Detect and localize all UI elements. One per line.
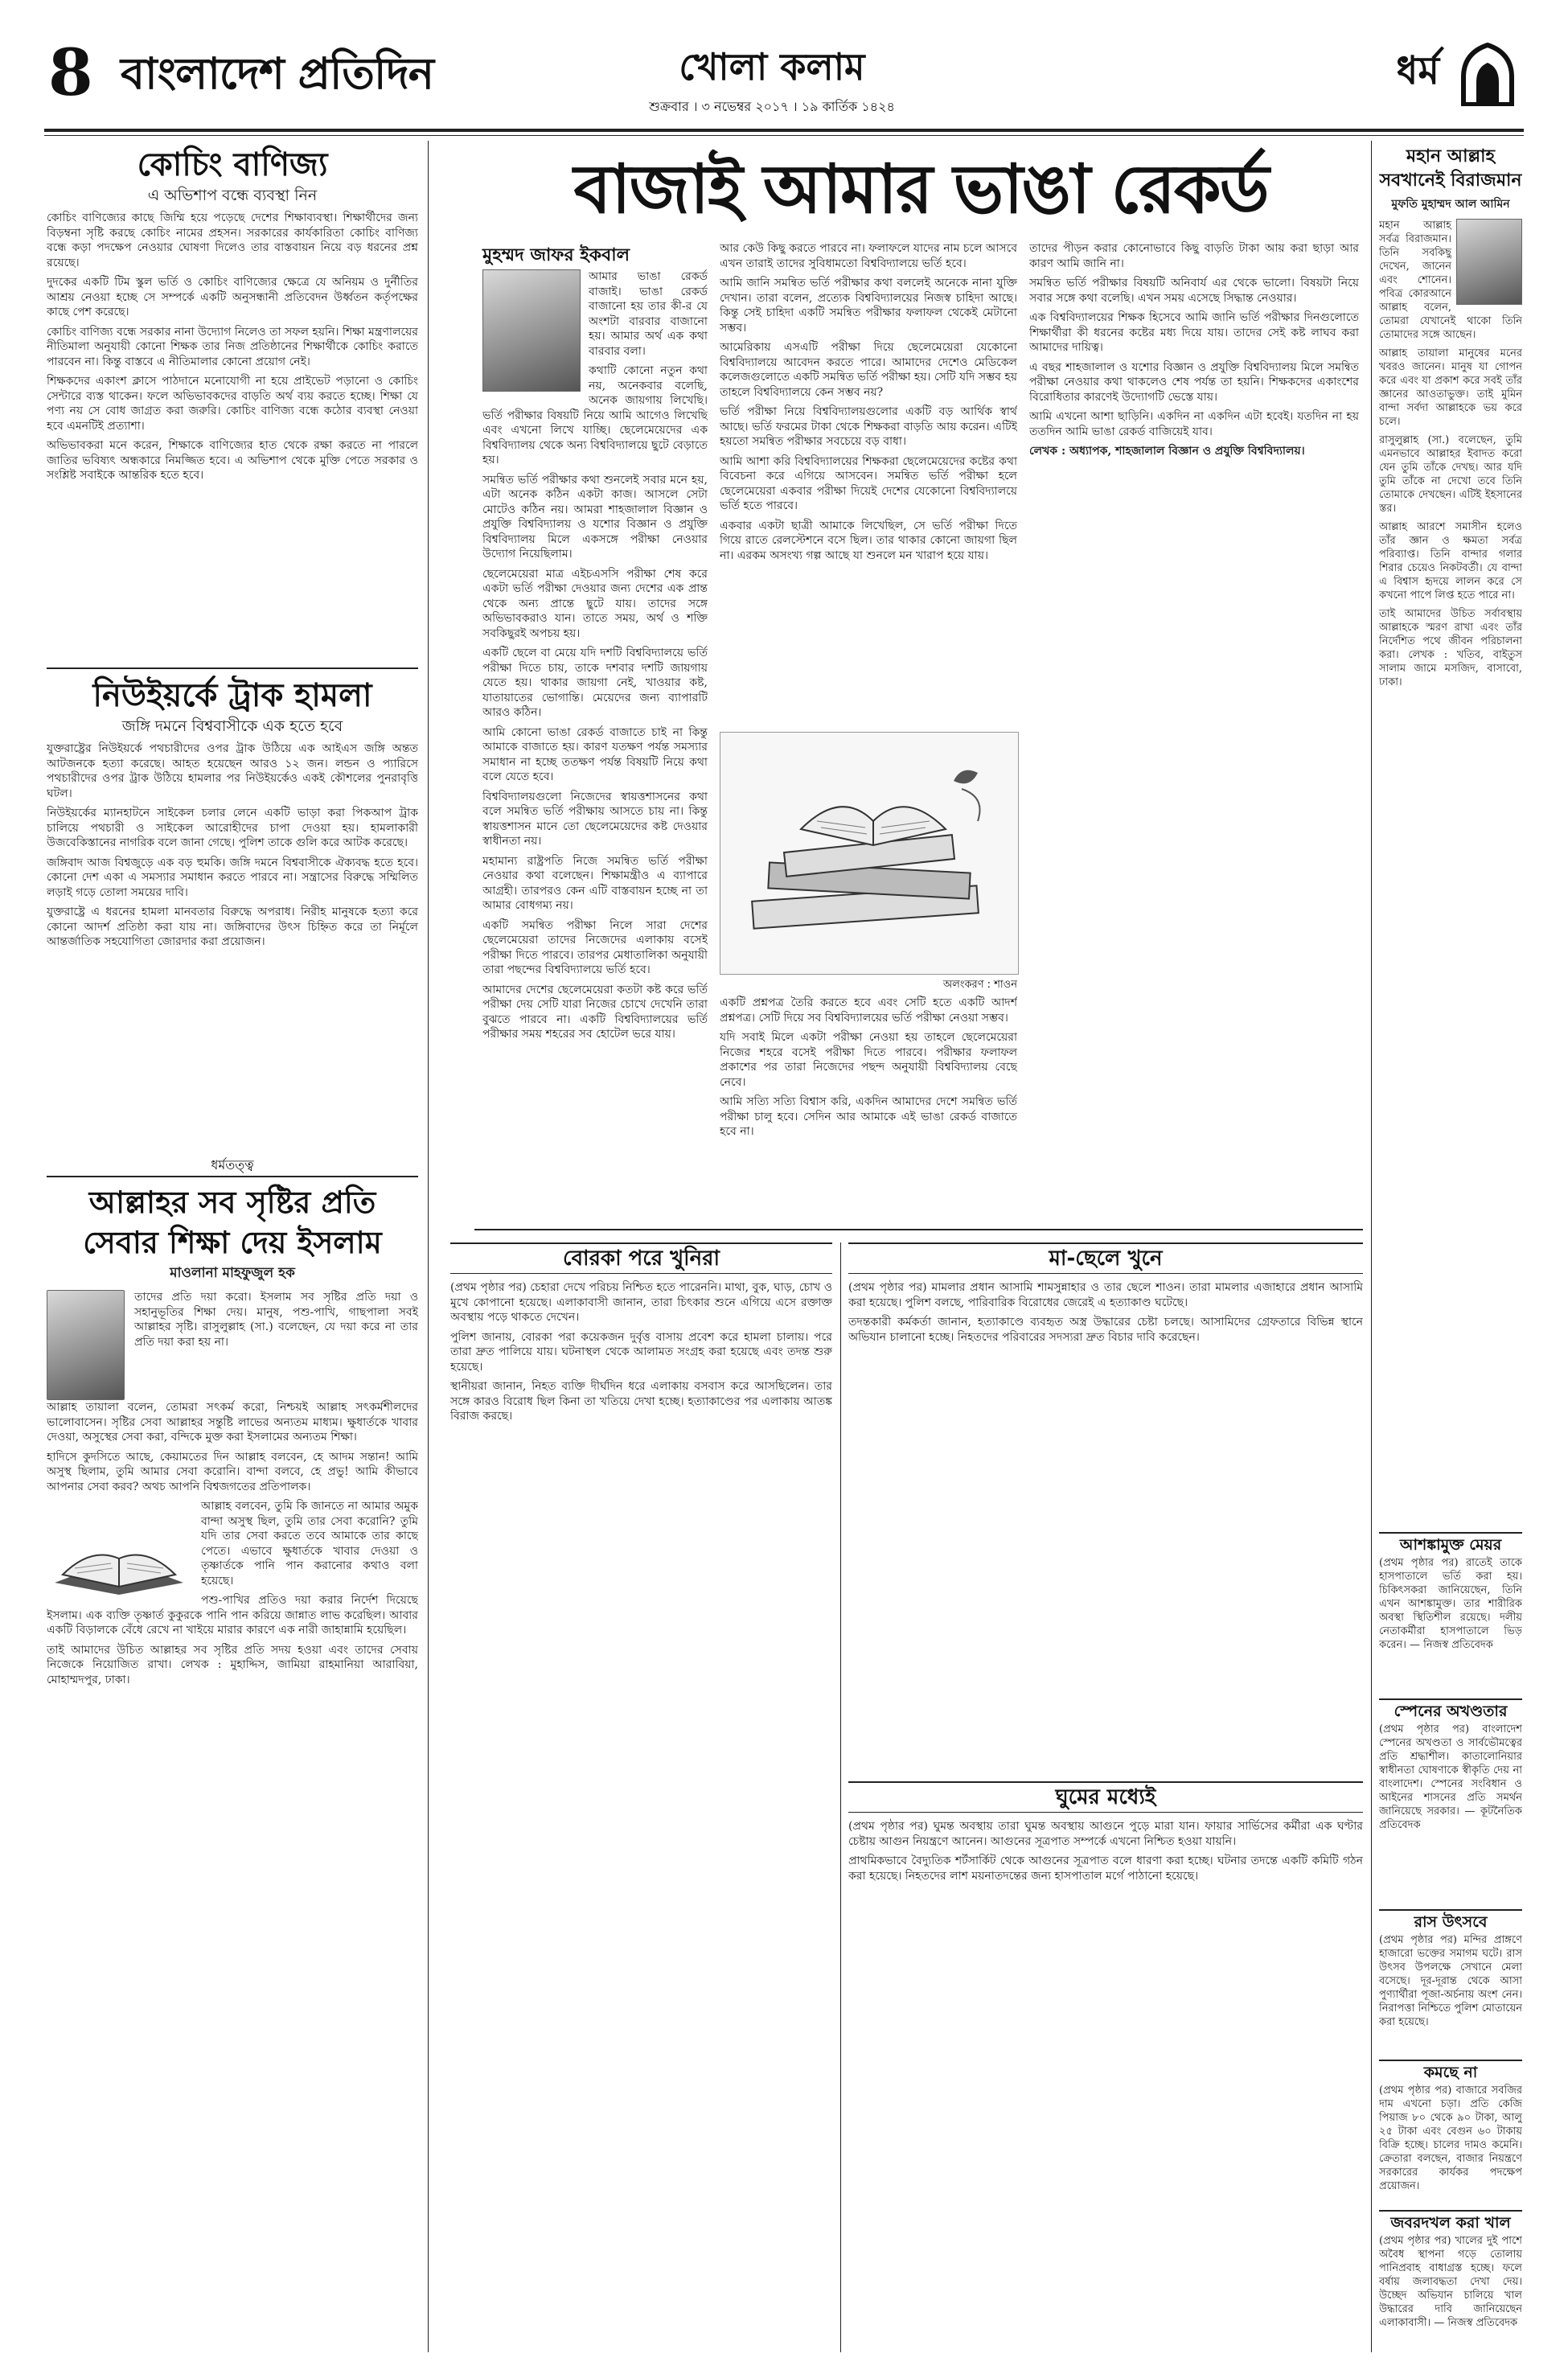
article-creation — [47, 1182, 418, 2356]
news-title: বোরকা পরে খুনিরা — [450, 1242, 832, 1274]
news-paragraph: তদন্তকারী কর্মকর্তা জানান, হত্যাকাণ্ডে ব্যবহৃত অস্ত্র উদ্ধারের চেষ্টা চলছে। আসামিদের গ্রেফতারে বিভিন্ন স্থানে অভিযান চালানো হচ্ছে। নিহতদের পরিবারের সদস্যরা দ্রুত বিচার দাবি করেছেন। — [848, 1316, 1363, 1344]
main-paragraph: একবার একটা ছাত্রী আমাকে লিখেছিল, সে ভর্তি পরীক্ষা দিতে গিয়ে রাতে রেলস্টেশনে বসে ছিল। তার থাকার কোনো জায়গা ছিল না। এরকম অসংখ্য গল্প আছে যা শুনলে মন খারাপ হয়ে যায়। — [720, 519, 1017, 562]
editorial-paragraph: যুক্তরাষ্ট্রের নিউইয়র্কে পথচারীদের ওপর ট্রাক উঠিয়ে এক আইএস জঙ্গি অন্তত আটজনকে হত্যা করেছে। আহত হয়েছেন আরও ১২ জন। লন্ডন ও প্যারিসে পথচারীদের ওপর ট্রাক উঠিয়ে হামলার পর নিউইয়র্কেও একই কৌশলের পুনরাবৃত্তি ঘটল। — [47, 742, 418, 800]
section-divider — [47, 1176, 418, 1177]
news-paragraph: (প্রথম পৃষ্ঠার পর) চেহারা দেখে পরিচয় নিশ্চিত হতে পারেননি। মাথা, বুক, ঘাড়, চোখ ও মুখে কোপানো হয়েছে। এলাকাবাসী জানান, তারা চিৎকার শুনে এগিয়ে এসে রক্তাক্ত অবস্থায় পড়ে থাকতে দেখেন। — [450, 1281, 832, 1324]
masthead — [0, 0, 1568, 129]
main-paragraph: আমি জানি সমন্বিত ভর্তি পরীক্ষার কথা বললেই অনেকে নানা যুক্তি দেখান। তারা বলেন, প্রত্যেক বিশ্ববিদ্যালয়ের নিজস্ব চাহিদা আছে। কিন্তু সেই চাহিদা একটি সমন্বিত পরীক্ষার ফলাফল থেকেই মেটানো সম্ভব। — [720, 277, 1017, 335]
main-paragraph: আমেরিকায় এসএটি পরীক্ষা দিয়ে ছেলেমেয়েরা যেকোনো বিশ্ববিদ্যালয়ে আবেদন করতে পারে। আমাদের দেশেও মেডিকেল কলেজগুলোতে একটি সমন্বিত ভর্তি পরীক্ষা হয়। সেটি যদি সম্ভব হয় তাহলে বিশ্ববিদ্যালয়ে কেন সম্ভব নয়? — [720, 341, 1017, 399]
main-col-a — [482, 269, 708, 1198]
editorial-paragraph: কোচিং বাণিজ্য বন্ধে সরকার নানা উদ্যোগ নিলেও তা সফল হয়নি। শিক্ষা মন্ত্রণালয়ের নীতিমালা অনুযায়ী কোনো শিক্ষক তার নিজ প্রতিষ্ঠানের শিক্ষার্থীকে কোচিং করাতে পারবেন না। কিন্তু বাস্তবে এ নীতিমালার কোনো প্রয়োগ নেই। — [47, 325, 418, 368]
masthead-rule — [44, 129, 1524, 132]
quran-icon — [47, 1502, 191, 1599]
main-paragraph: এক বিশ্ববিদ্যালয়ের শিক্ষক হিসেবে আমি জানি ভর্তি পরীক্ষার দিনগুলোতে শিক্ষার্থীরা কী ধরনের কষ্টের মধ্য দিয়ে যায়। তাদের সেই কষ্ট লাঘব করা আমাদের দায়িত্ব। — [1029, 311, 1359, 354]
article-byline: মাওলানা মাহফুজুল হক — [170, 1265, 295, 1281]
editorial-paragraph: অভিভাবকরা মনে করেন, শিক্ষাকে বাণিজ্যের হাত থেকে রক্ষা করতে না পারলে জাতির ভবিষ্যৎ অন্ধকারে নিমজ্জিত হবে। এ অভিশাপ থেকে মুক্তি পেতে সরকার ও সংশ্লিষ্ট সবাইকে আন্তরিক হতে হবে। — [47, 439, 418, 482]
article-paragraph: আল্লাহ তায়ালা মানুষের মনের খবরও জানেন। মানুষ যা গোপন করে এবং যা প্রকাশ করে সবই তাঁর জ্ঞানের আওতাভুক্ত। তাই মুমিন বান্দা সর্বদা আল্লাহকে ভয় করে চলে। — [1379, 347, 1522, 428]
main-paragraph: ছেলেমেয়েরা মাত্র এইচএসসি পরীক্ষা শেষ করে একটা ভর্তি পরীক্ষা দেওয়ার জন্য দেশের এক প্রান্ত থেকে অন্য প্রান্তে ছুটে যায়। তাদের সঙ্গে অভিভাবকরাও যান। তাতে সময়, অর্থ ও শক্তি সবকিছুরই অপচয় হয়। — [482, 567, 708, 640]
main-paragraph: আমি সত্যি সত্যি বিশ্বাস করি, একদিন আমাদের দেশে সমন্বিত ভর্তি পরীক্ষা চালু হবে। সেদিন আর আমাকে এই ভাঙা রেকর্ড বাজাতে হবে না। — [720, 1095, 1017, 1138]
news-paragraph: পুলিশ জানায়, বোরকা পরা কয়েকজন দুর্বৃত্ত বাসায় প্রবেশ করে হামলা চালায়। পরে তারা দ্রুত পালিয়ে যায়। ঘটনাস্থল থেকে আলামত সংগ্রহ করা হয়েছে এবং তদন্ত শুরু হয়েছে। — [450, 1330, 832, 1374]
brief-paragraph: (প্রথম পৃষ্ঠার পর) খালের দুই পাশে অবৈধ স্থাপনা গড়ে তোলায় পানিপ্রবাহ বাধাগ্রস্ত হচ্ছে। ফলে বর্ষায় জলাবদ্ধতা দেখা দেয়। উচ্ছেদ অভিযান চালিয়ে খাল উদ্ধারের দাবি জানিয়েছেন এলাকাবাসী। — নিজস্ব প্রতিবেদক — [1379, 2235, 1522, 2329]
religion-label: ধর্ম — [1396, 48, 1439, 93]
editorial-paragraph: যুক্তরাষ্ট্রে এ ধরনের হামলা মানবতার বিরুদ্ধে অপরাধ। নিরীহ মানুষকে হত্যা করে কোনো আদর্শ প্রতিষ্ঠা করা যায় না। জঙ্গিবাদের উৎস চিহ্নিত করে তা নির্মূলে আন্তর্জাতিক সহযোগিতা জোরদার করা প্রয়োজন। — [47, 906, 418, 948]
news-sleep — [848, 1781, 1363, 2352]
editorial-paragraph: শিক্ষকদের একাংশ ক্লাসে পাঠদানে মনোযোগী না হয়ে প্রাইভেট পড়ানো ও কোচিং সেন্টারে ব্যস্ত থাকেন। ফলে অভিভাবকদের বাড়তি অর্থ ব্যয় করতে হচ্ছে। শিক্ষা যে পণ্য নয় সে বোধ জাগ্রত করা জরুরি। কোচিং বাণিজ্য বন্ধে কঠোর ব্যবস্থা নেওয়া হবে এমনটিই প্রত্যাশা। — [47, 375, 418, 433]
author-photo — [482, 269, 581, 392]
editorial-paragraph: দুদকের একটি টিম স্কুল ভর্তি ও কোচিং বাণিজ্যের ক্ষেত্রে যে অনিয়ম ও দুর্নীতির আশ্রয় নেওয়া হচ্ছে সে সম্পর্কে একটি অনুসন্ধানী প্রতিবেদন উর্ধ্বতন কর্তৃপক্ষের কাছে পেশ করেছে। — [47, 276, 418, 318]
paper-name: বাংলাদেশ প্রতিদিন — [121, 48, 433, 99]
news-title: মা-ছেলে খুনে — [848, 1242, 1363, 1274]
news-burqa — [450, 1242, 832, 2352]
brief-spain — [1379, 1698, 1522, 1905]
article-paragraph: রাসুলুল্লাহ (সা.) বলেছেন, তুমি এমনভাবে আল্লাহর ইবাদত করো যেন তুমি তাঁকে দেখছ। আর যদি তুমি তাঁকে না দেখো তবে তিনি তোমাকে দেখছেন। এটিই ইহসানের স্তর। — [1379, 434, 1522, 515]
books-illustration — [720, 732, 1019, 975]
brief-price — [1379, 2060, 1522, 2206]
brief-paragraph: (প্রথম পৃষ্ঠার পর) বাজারে সবজির দাম এখনো চড়া। প্রতি কেজি পিয়াজ ৮০ থেকে ৯০ টাকা, আলু ২৫ টাকা এবং বেগুন ৬০ টাকায় বিক্রি হচ্ছে। চালের দামও কমেনি। ক্রেতারা বলছেন, বাজার নিয়ন্ত্রণে সরকারের কার্যকর পদক্ষেপ প্রয়োজন। — [1379, 2084, 1522, 2192]
article-title: আল্লাহর সব সৃষ্টির প্রতি সেবার শিক্ষা দেয় ইসলাম — [83, 1185, 382, 1260]
author-photo — [47, 1290, 125, 1400]
date-line: শুক্রবার । ৩ নভেম্বর ২০১৭ । ১৯ কার্তিক ১৪২৪ — [649, 99, 895, 114]
news-paragraph: স্থানীয়রা জানান, নিহত ব্যক্তি দীর্ঘদিন ধরে এলাকায় বসবাস করে আসছিলেন। তার সঙ্গে কারও বিরোধ ছিল কিনা তা খতিয়ে দেখা হচ্ছে। হত্যাকাণ্ডের পর এলাকায় আতঙ্ক বিরাজ করছে। — [450, 1380, 832, 1423]
main-col-c — [720, 996, 1017, 1213]
main-col-d — [1029, 241, 1359, 1222]
editorial-paragraph: জঙ্গিবাদ আজ বিশ্বজুড়ে এক বড় হুমকি। জঙ্গি দমনে বিশ্ববাসীকে ঐক্যবদ্ধ হতে হবে। কোনো দেশ একা এ সমস্যার সমাধান করতে পারবে না। সন্ত্রাসের বিরুদ্ধে সম্মিলিত লড়াই গড়ে তোলা সময়ের দাবি। — [47, 856, 418, 899]
editorial-title: নিউইয়র্কে ট্রাক হামলা — [92, 677, 372, 714]
brief-title: আশঙ্কামুক্ত মেয়র — [1399, 1536, 1502, 1554]
main-paragraph: আমার ভাঙা রেকর্ড বাজাই। ভাঙা রেকর্ড বাজানো হয় তার কী-র যে অংশটা বারবার বাজানো হয়। আমার অর্থ এক কথা বারবার বলা। — [589, 270, 708, 358]
main-paragraph: কথাটি কোনো নতুন কথা নয়, অনেকবার বলেছি, অনেক জায়গায় লিখেছি। ভর্তি পরীক্ষার বিষয়টি নিয়ে আমি আগেও লিখেছি এবং এখনো লিখে যাচ্ছি। ছেলেমেয়েদের এক বিশ্ববিদ্যালয় থেকে অন্য বিশ্ববিদ্যালয়ে ছুটে বেড়াতে হয়। — [482, 364, 708, 466]
main-paragraph: মহামান্য রাষ্ট্রপতি নিজে সমন্বিত ভর্তি পরীক্ষা নেওয়ার কথা বলেছেন। শিক্ষামন্ত্রীও এ ব্যাপারে আগ্রহী। তারপরও কেন এটি বাস্তবায়ন হচ্ছে না তা আমার বোধগম্য নয়। — [482, 854, 708, 912]
news-paragraph: প্রাথমিকভাবে বৈদ্যুতিক শর্টসার্কিট থেকে আগুনের সূত্রপাত বলে ধারণা করা হচ্ছে। ঘটনার তদন্তে একটি কমিটি গঠন করা হয়েছে। নিহতদের লাশ ময়নাতদন্তের জন্য হাসপাতাল মর্গে পাঠানো হয়েছে। — [848, 1854, 1363, 1883]
news-title: ঘুমের মধ্যেই — [848, 1781, 1363, 1813]
article-byline: মুফতি মুহাম্মদ আল আমিন — [1391, 198, 1510, 211]
news-mother-son — [848, 1242, 1363, 1773]
main-paragraph: আমাদের দেশের ছেলেমেয়েরা কতটা কষ্ট করে ভর্তি পরীক্ষা দেয় সেটি যারা নিজের চোখে দেখেনি তারা বুঝতে পারবে না। একটি বিশ্ববিদ্যালয়ের ভর্তি পরীক্ষার সময় শহরের সব হোটেল ভরে যায়। — [482, 983, 708, 1041]
main-col-b — [720, 241, 1017, 724]
news-paragraph: (প্রথম পৃষ্ঠার পর) মামলার প্রধান আসামি শামসুন্নাহার ও তার ছেলে শাওন। তারা মামলার এজাহারে প্রধান আসামি করা হয়েছে। পুলিশ বলছে, পারিবারিক বিরোধের জেরেই এ হত্যাকাণ্ড ঘটেছে। — [848, 1281, 1363, 1309]
article-paragraph: তাদের প্রতি দয়া করো। ইসলাম সব সৃষ্টির প্রতি দয়া ও সহানুভূতির শিক্ষা দেয়। মানুষ, পশু-পাখি, গাছপালা সবই আল্লাহর সৃষ্টি। রাসুলুল্লাহ (সা.) বলেছেন, যে দয়া করে না তার প্রতি দয়া করা হয় না। — [134, 1291, 418, 1349]
main-paragraph: একটি প্রশ্নপত্র তৈরি করতে হবে এবং সেটি হতে একটি আদর্শ প্রশ্নপত্র। সেটি দিয়ে সব বিশ্ববিদ্যালয়ের ভর্তি পরীক্ষা নেওয়া সম্ভব। — [720, 996, 1017, 1025]
brief-ras — [1379, 1909, 1522, 2056]
religion-article — [1379, 145, 1522, 1528]
brief-title: স্পেনের অখণ্ডতার — [1394, 1702, 1508, 1720]
main-paragraph: ভর্তি পরীক্ষা নিয়ে বিশ্ববিদ্যালয়গুলোর একটি বড় আর্থিক স্বার্থ আছে। ভর্তি ফরমের টাকা থেকে শিক্ষকরা বাড়তি আয় করেন। এটিই হয়তো সমন্বিত পরীক্ষার সবচেয়ে বড় বাধা। — [720, 405, 1017, 448]
editorial-coaching — [47, 145, 418, 663]
article-paragraph: তাই আমাদের উচিত সর্বাবস্থায় আল্লাহকে স্মরণ রাখা এবং তাঁর নির্দেশিত পথে জীবন পরিচালনা করা। লেখক : খতিব, বাইতুস সালাম জামে মসজিদ, বাসাবো, ঢাকা। — [1379, 608, 1522, 688]
brief-paragraph: (প্রথম পৃষ্ঠার পর) বাংলাদেশ স্পেনের অখণ্ডতা ও সার্বভৌমত্বের প্রতি শ্রদ্ধাশীল। কাতালোনিয়ার স্বাধীনতা ঘোষণাকে স্বীকৃতি দেয় না বাংলাদেশ। স্পেনের সংবিধান ও আইনের শাসনের প্রতি সমর্থন জানিয়েছে সরকার। — কূটনৈতিক প্রতিবেদক — [1379, 1723, 1522, 1831]
main-paragraph: আমি আশা করি বিশ্ববিদ্যালয়ের শিক্ষকরা ছেলেমেয়েদের কষ্টের কথা বিবেচনা করে এগিয়ে আসবেন। সমন্বিত ভর্তি পরীক্ষা হলে ছেলেমেয়েরা একবার পরীক্ষা দিয়েই দেশের যেকোনো বিশ্ববিদ্যালয়ে ভর্তি হতে পারবে। — [720, 454, 1017, 512]
article-paragraph: আল্লাহ বলবেন, তুমি কি জানতে না আমার অমুক বান্দা অসুস্থ ছিল, তুমি তার সেবা করোনি? তুমি যদি তার সেবা করতে তবে আমাকে তার কাছে পেতে। এভাবে ক্ষুধার্তকে খাবার দেওয়া ও তৃষ্ণার্তকে পানি পান করানোর কথাও বলা হয়েছে। — [201, 1500, 418, 1587]
section-divider — [47, 667, 418, 669]
section-label: ধর্মতত্ত্ব — [211, 1157, 254, 1173]
brief-mayor — [1379, 1532, 1522, 1694]
article-paragraph: পশু-পাখির প্রতিও দয়া করার নির্দেশ দিয়েছে ইসলাম। এক ব্যক্তি তৃষ্ণার্ত কুকুরকে পানি পান করিয়ে জান্নাত লাভ করেছিল। আবার একটি বিড়ালকে বেঁধে রেখে না খাইয়ে মারার কারণে এক নারী জাহান্নামি হয়েছিল। — [47, 1594, 418, 1637]
brief-canal — [1379, 2210, 1522, 2356]
mosque-icon — [1455, 42, 1520, 106]
main-paragraph: তাদের পীড়ন করার কোনোভাবে কিছু বাড়তি টাকা আয় করা ছাড়া আর কারণ আমি জানি না। — [1029, 242, 1359, 270]
editorial-newyork — [47, 676, 418, 1150]
editorial-paragraph: নিউইয়র্কের ম্যানহাটনে সাইকেল চলার লেনে একটি ভাড়া করা পিকআপ ট্রাক চালিয়ে পথচারী ও সাইকেল আরোহীদের চাপা দেওয়া হয়। হামলাকারী উজবেকিস্তানের নাগরিক বলে জানা গেছে। পুলিশ তাকে গুলি করে আটক করেছে। — [47, 807, 418, 849]
main-byline: মুহম্মদ জাফর ইকবাল — [482, 245, 630, 265]
article-paragraph: আল্লাহ তায়ালা বলেন, তোমরা সৎকর্ম করো, নিশ্চয়ই আল্লাহ সৎকর্মশীলদের ভালোবাসেন। সৃষ্টির সেবা আল্লাহর সন্তুষ্টি লাভের অন্যতম মাধ্যম। ক্ষুধার্তকে খাবার দেওয়া, অসুস্থের সেবা করা, বন্দিকে মুক্ত করা ইসলামের অন্যতম শিক্ষা। — [47, 1401, 418, 1444]
article-title: মহান আল্লাহ সবখানেই বিরাজমান — [1379, 146, 1522, 191]
main-paragraph: বিশ্ববিদ্যালয়গুলো নিজেদের স্বায়ত্তশাসনের কথা বলে সমন্বিত ভর্তি পরীক্ষায় আসতে চায় না। কিন্তু স্বায়ত্তশাসন মানে তো ছেলেমেয়েদের কষ্ট দেওয়ার স্বাধীনতা নয়। — [482, 790, 708, 848]
main-paragraph: একটি সমন্বিত পরীক্ষা নিলে সারা দেশের ছেলেমেয়েরা তাদের নিজেদের এলাকায় বসেই পরীক্ষা দিতে পারবে। তারপর মেধাতালিকা অনুযায়ী তারা পছন্দের বিশ্ববিদ্যালয়ে ভর্তি হবে। — [482, 918, 708, 976]
illustration-caption: অলংকরণ : শাওন — [942, 979, 1017, 991]
brief-paragraph: (প্রথম পৃষ্ঠার পর) মন্দির প্রাঙ্গণে হাজারো ভক্তের সমাগম ঘটে। রাস উৎসব উপলক্ষে সেখানে মেলা বসেছে। দূর-দূরান্ত থেকে আসা পুণ্যার্থীরা পূজা-অর্চনায় অংশ নেন। নিরাপত্তা নিশ্চিতে পুলিশ মোতায়েন করা হয়েছে। — [1379, 1934, 1522, 2028]
page-number: 8 — [48, 35, 93, 110]
section-title: খোলা কলাম — [679, 45, 865, 88]
article-paragraph: তাই আমাদের উচিত আল্লাহর সব সৃষ্টির প্রতি সদয় হওয়া এবং তাদের সেবায় নিজেকে নিয়োজিত রাখা। লেখক : মুহাদ্দিস, জামিয়া রাহমানিয়া আরাবিয়া, মোহাম্মদপুর, ঢাকা। — [47, 1643, 418, 1686]
editorial-paragraph: কোচিং বাণিজ্যের কাছে জিম্মি হয়ে পড়েছে দেশের শিক্ষাব্যবস্থা। শিক্ষার্থীদের জন্য বিড়ম্বনা সৃষ্টি করছে কোচিং নামের প্রহসন। সরকারের কার্যকারিতা কোচিং বাণিজ্য বন্ধে কড়া পদক্ষেপ নেওয়ার ঘোষণা দিলেও তার বাস্তবায়ন নিয়ে বড় ধরনের প্রশ্ন রয়েছে। — [47, 212, 418, 269]
editorial-title: কোচিং বাণিজ্য — [137, 146, 328, 183]
column-divider — [840, 1242, 841, 2352]
main-bottom-rule — [474, 1229, 1363, 1230]
main-paragraph: সমন্বিত ভর্তি পরীক্ষার বিষয়টি অনিবার্য এর থেকে ভালো। বিষয়টা নিয়ে সবার সঙ্গে কথা বলেছি। এখন সময় এসেছে সিদ্ধান্ত নেওয়ার। — [1029, 277, 1359, 305]
masthead-rule-thin — [44, 135, 1524, 136]
brief-title: কমছে না — [1423, 2064, 1478, 2081]
main-headline: বাজাই আমার ভাঙা রেকর্ড — [573, 150, 1268, 228]
author-photo — [1456, 219, 1522, 305]
article-paragraph: মহান আল্লাহ সর্বত্র বিরাজমান। তিনি সবকিছু দেখেন, জানেন এবং শোনেন। পবিত্র কোরআনে আল্লাহ বলেন, তোমরা যেখানেই থাকো তিনি তোমাদের সঙ্গে আছেন। — [1379, 220, 1522, 341]
main-paragraph: আর কেউ কিছু করতে পারবে না। ফলাফলে যাদের নাম চলে আসবে এখন তারাই তাদের সুবিধামতো বিশ্ববিদ্যালয়ে ভর্তি হবে। — [720, 242, 1017, 270]
brief-title: রাস উৎসবে — [1414, 1913, 1488, 1931]
main-paragraph: আমি এখনো আশা ছাড়িনি। একদিন না একদিন এটা হবেই। যতদিন না হয় ততদিন আমি ভাঙা রেকর্ড বাজিয়েই যাব। — [1029, 410, 1359, 438]
main-paragraph: সমন্বিত ভর্তি পরীক্ষার কথা শুনলেই সবার মনে হয়, এটা অনেক কঠিন একটা কাজ। আসলে সেটা মোটেও কঠিন নয়। আমরা শাহজালাল বিজ্ঞান ও প্রযুক্তি বিশ্ববিদ্যালয় ও যশোর বিজ্ঞান ও প্রযুক্তি বিশ্ববিদ্যালয় মিলে একসঙ্গে পরীক্ষা নেওয়ার উদ্যোগ নিয়েছিলাম। — [482, 473, 708, 561]
editorial-subtitle: জঙ্গি দমনে বিশ্ববাসীকে এক হতে হবে — [121, 717, 343, 735]
main-paragraph: যদি সবাই মিলে একটা পরীক্ষা নেওয়া হয় তাহলে ছেলেমেয়েরা নিজের শহরে বসেই পরীক্ষা দিতে পারবে। পরীক্ষার ফলাফল প্রকাশের পর তারা নিজেদের পছন্দ অনুযায়ী বিশ্ববিদ্যালয় বেছে নেবে। — [720, 1031, 1017, 1089]
article-paragraph: হাদিসে কুদসিতে আছে, কেয়ামতের দিন আল্লাহ বলবেন, হে আদম সন্তান! আমি অসুস্থ ছিলাম, তুমি আমার সেবা করোনি। বান্দা বলবে, হে প্রভু! আমি কীভাবে আপনার সেবা করব? অথচ আপনি বিশ্বজগতের প্রতিপালক। — [47, 1450, 418, 1493]
news-paragraph: (প্রথম পৃষ্ঠার পর) ঘুমন্ত অবস্থায় তারা ঘুমন্ত অবস্থায় আগুনে পুড়ে মারা যান। ফায়ার সার্ভিসের কর্মীরা এক ঘণ্টার চেষ্টায় আগুন নিয়ন্ত্রণে আনেন। আগুনের সূত্রপাত সম্পর্কে এখনো নিশ্চিত হওয়া যায়নি। — [848, 1820, 1363, 1848]
column-divider — [428, 141, 429, 2352]
brief-paragraph: (প্রথম পৃষ্ঠার পর) রাতেই তাকে হাসপাতালে ভর্তি করা হয়। চিকিৎসকরা জানিয়েছেন, তিনি এখন আশঙ্কামুক্ত। তার শারীরিক অবস্থা স্থিতিশীল রয়েছে। দলীয় নেতাকর্মীরা হাসপাতালে ভিড় করেন। — নিজস্ব প্রতিবেদক — [1379, 1557, 1522, 1651]
main-paragraph: এ বছর শাহজালাল ও যশোর বিজ্ঞান ও প্রযুক্তি বিশ্ববিদ্যালয় মিলে সমন্বিত পরীক্ষা নেওয়ার কথা থাকলেও শেষ পর্যন্ত তা হয়নি। শিক্ষকদের একাংশের বিরোধিতার কারণেই উদ্যোগটি ভেস্তে যায়। — [1029, 360, 1359, 404]
article-paragraph: আল্লাহ আরশে সমাসীন হলেও তাঁর জ্ঞান ও ক্ষমতা সর্বত্র পরিব্যাপ্ত। তিনি বান্দার গলার শিরার চেয়েও নিকটবর্তী। যে বান্দা এ বিশ্বাস হৃদয়ে লালন করে সে কখনো পাপে লিপ্ত হতে পারে না। — [1379, 521, 1522, 602]
main-paragraph: একটি ছেলে বা মেয়ে যদি দশটি বিশ্ববিদ্যালয়ে ভর্তি পরীক্ষা দিতে চায়, তাকে দশবার দশটি জায়গায় যেতে হয়। থাকার জায়গা নেই, খাওয়ার কষ্ট, যাতায়াতের ভোগান্তি। মেয়েদের জন্য ব্যাপারটি আরও কঠিন। — [482, 647, 708, 719]
main-paragraph: আমি কোনো ভাঙা রেকর্ড বাজাতে চাই না কিন্তু আমাকে বাজাতে হয়। কারণ যতক্ষণ পর্যন্ত সমস্যার সমাধান না হচ্ছে ততক্ষণ পর্যন্ত বিষয়টি নিয়ে কথা বলে যেতে হবে। — [482, 725, 708, 783]
column-divider — [1371, 141, 1372, 2352]
main-paragraph: লেখক : অধ্যাপক, শাহজালাল বিজ্ঞান ও প্রযুক্তি বিশ্ববিদ্যালয়। — [1029, 445, 1305, 458]
editorial-subtitle: এ অভিশাপ বন্ধে ব্যবস্থা নিন — [147, 187, 318, 204]
brief-title: জবরদখল করা খাল — [1390, 2214, 1511, 2232]
